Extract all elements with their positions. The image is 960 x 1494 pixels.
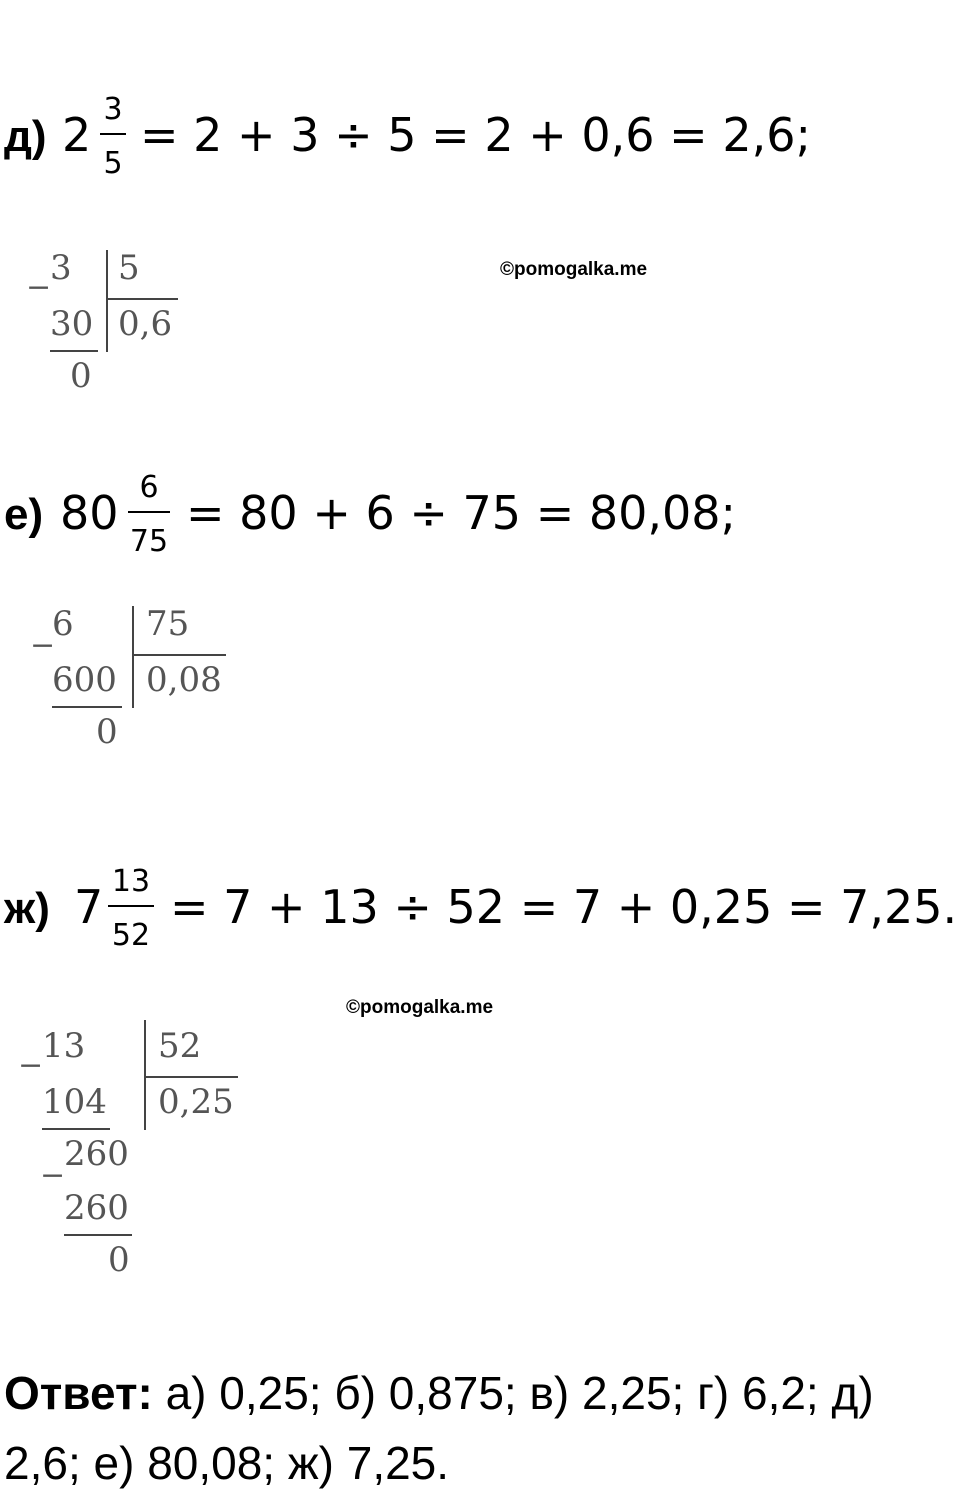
part-zh-denominator: 52 [111, 918, 151, 953]
quotient: 0,6 [118, 304, 173, 344]
answer-line-2 [4, 1436, 449, 1490]
subtrahend: 600 [52, 660, 117, 700]
subtraction-line [42, 1128, 110, 1130]
part-e-numerator: 6 [139, 470, 159, 505]
part-e-label: е) [4, 490, 44, 539]
dividend: 3 [50, 248, 72, 288]
remainder: 0 [108, 1240, 130, 1280]
part-e-fraction-bar [128, 511, 170, 513]
dividend: 13 [42, 1026, 86, 1066]
quotient-line [144, 1076, 238, 1078]
part-d-denominator: 5 [103, 146, 123, 181]
division-vertical-line [106, 250, 108, 352]
dividend: 6 [52, 604, 74, 644]
part-zh-whole: 7 [74, 880, 104, 934]
part-d-label: д) [4, 112, 47, 161]
answer-values-2: 2,6; е) 80,08; ж) 7,25. [4, 1437, 450, 1489]
partial-dividend: 260 [64, 1134, 129, 1174]
part-zh-fraction-bar [108, 905, 154, 907]
minus-sign: − [26, 270, 52, 305]
subtraction-line [64, 1234, 132, 1236]
part-e-whole: 80 [60, 486, 119, 540]
watermark: ©pomogalka.me [346, 997, 494, 1018]
part-zh-expression: = 7 + 13 ÷ 52 = 7 + 0,25 = 7,25. [170, 880, 958, 934]
quotient: 0,25 [158, 1082, 234, 1122]
part-d-whole: 2 [62, 108, 92, 162]
division-vertical-line [144, 1020, 146, 1130]
answer-label: Ответ: [4, 1367, 153, 1419]
subtrahend: 104 [42, 1082, 107, 1122]
minus-sign: − [18, 1048, 44, 1083]
quotient-line [132, 654, 226, 656]
part-e-denominator: 75 [129, 524, 169, 559]
divisor: 75 [146, 604, 190, 644]
minus-sign: − [30, 628, 56, 663]
remainder: 0 [70, 356, 92, 396]
part-zh-label: ж) [4, 884, 50, 933]
part-d-fraction-bar [100, 133, 126, 135]
minus-sign: − [40, 1158, 66, 1193]
remainder: 0 [96, 712, 118, 752]
subtraction-line [52, 706, 122, 708]
subtrahend: 30 [50, 304, 94, 344]
part-d-numerator: 3 [103, 92, 123, 127]
quotient: 0,08 [146, 660, 222, 700]
divisor: 52 [158, 1026, 202, 1066]
answer-line-1 [4, 1366, 874, 1420]
quotient-line [106, 298, 178, 300]
part-e-expression: = 80 + 6 ÷ 75 = 80,08; [186, 486, 737, 540]
subtrahend: 260 [64, 1188, 129, 1228]
subtraction-line [50, 350, 98, 352]
part-d-expression: = 2 + 3 ÷ 5 = 2 + 0,6 = 2,6; [140, 108, 811, 162]
division-vertical-line [132, 606, 134, 708]
part-zh-numerator: 13 [111, 864, 151, 899]
divisor: 5 [118, 248, 140, 288]
answer-values-1: а) 0,25; б) 0,875; в) 2,25; г) 6,2; д) [165, 1367, 874, 1419]
watermark: ©pomogalka.me [500, 259, 648, 280]
